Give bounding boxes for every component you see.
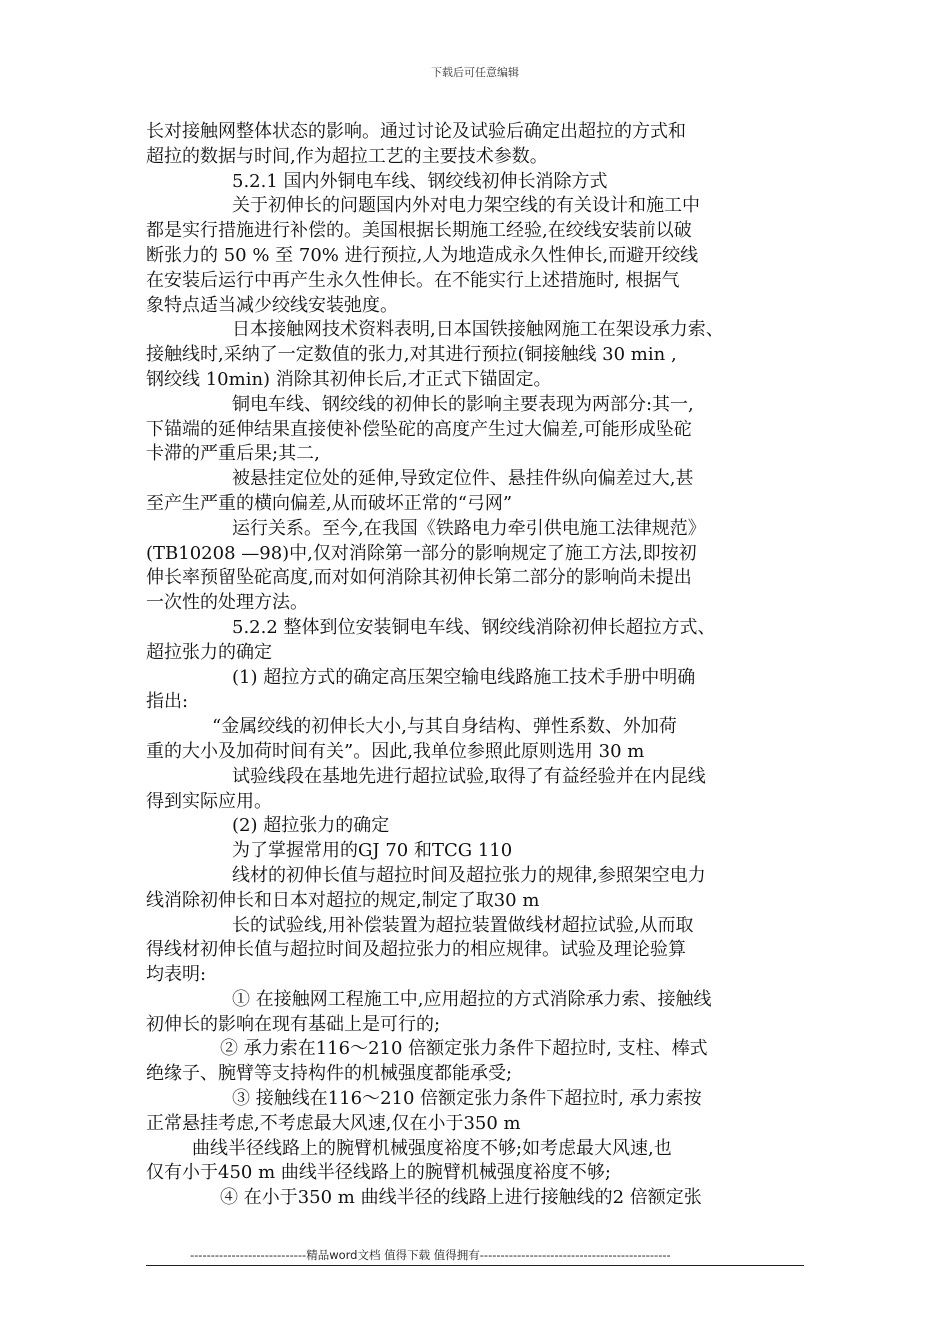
text-line: 在安装后运行中再产生永久性伸长。在不能实行上述措施时, 根据气 bbox=[146, 269, 680, 291]
text-line: 绝缘子、腕臂等支持构件的机械强度都能承受; bbox=[146, 1063, 513, 1085]
text-line: 正常悬挂考虑,不考虑最大风速,仅在小于350 m bbox=[146, 1112, 521, 1134]
text-line: 伸长率预留坠砣高度,而对如何消除其初伸长第二部分的影响尚未提出 bbox=[146, 567, 692, 589]
numbered-item: ④ 在小于350 m 曲线半径的线路上进行接触线的2 倍额定张 bbox=[220, 1187, 702, 1209]
text-line: 为了掌握常用的GJ 70 和TCG 110 bbox=[232, 840, 513, 862]
text-line: 下锚端的延伸结果直接使补偿坠砣的高度产生过大偏差,可能形成坠砣 bbox=[146, 418, 692, 440]
footer-rule bbox=[146, 1265, 804, 1266]
text-line: 长的试验线,用补偿装置为超拉装置做线材超拉试验,从而取 bbox=[232, 914, 694, 936]
text-line: 试验线段在基地先进行超拉试验,取得了有益经验并在内昆线 bbox=[232, 765, 706, 787]
text-line: 卡滞的严重后果;其二, bbox=[146, 443, 320, 465]
text-line: 线消除初伸长和日本对超拉的规定,制定了取30 m bbox=[146, 889, 540, 911]
text-line: 都是实行措施进行补偿的。美国根据长期施工经验,在绞线安装前以破 bbox=[146, 220, 692, 242]
page-header: 下载后可任意编辑 bbox=[431, 66, 519, 79]
text-line: 运行关系。至今,在我国《铁路电力牵引供电施工法律规范》 bbox=[232, 517, 706, 539]
document-body bbox=[146, 120, 826, 1211]
text-line: 重的大小及加荷时间有关”。因此,我单位参照此原则选用 30 m bbox=[146, 740, 645, 762]
numbered-item: ③ 接触线在116～210 倍额定张力条件下超拉时, 承力索按 bbox=[232, 1088, 702, 1110]
text-line: 长对接触网整体状态的影响。通过讨论及试验后确定出超拉的方式和 bbox=[146, 121, 686, 142]
text-line: 得到实际应用。 bbox=[146, 790, 272, 812]
text-line: 超拉的数据与时间,作为超拉工艺的主要技术参数。 bbox=[146, 145, 548, 167]
list-item-heading: (2) 超拉张力的确定 bbox=[232, 815, 390, 837]
list-item-heading: (1) 超拉方式的确定高压架空输电线路施工技术手册中明确 bbox=[232, 666, 696, 688]
text-line: 日本接触网技术资料表明,日本国铁接触网施工在架设承力索、 bbox=[232, 319, 724, 341]
text-line: 得线材初伸长值与超拉时间及超拉张力的相应规律。试验及理论验算 bbox=[146, 939, 686, 961]
numbered-item: ① 在接触网工程施工中,应用超拉的方式消除承力索、接触线 bbox=[232, 988, 712, 1010]
text-line: 关于初伸长的问题国内外对电力架空线的有关设计和施工中 bbox=[232, 195, 700, 217]
text-line: 线材的初伸长值与超拉时间及超拉张力的规律,参照架空电力 bbox=[232, 864, 706, 886]
section-heading-5-2-2: 5.2.2 整体到位安装铜电车线、钢绞线消除初伸长超拉方式、 bbox=[232, 616, 716, 638]
text-line: 指出: bbox=[146, 691, 189, 713]
section-heading-5-2-1: 5.2.1 国内外铜电车线、钢绞线初伸长消除方式 bbox=[232, 170, 608, 192]
text-line: 铜电车线、钢绞线的初伸长的影响主要表现为两部分:其一, bbox=[232, 393, 694, 415]
text-line: 象特点适当减少绞线安装弛度。 bbox=[146, 294, 398, 316]
quote-line: “金属绞线的初伸长大小,与其自身结构、弹性系数、外加荷 bbox=[212, 716, 677, 738]
text-line: 均表明: bbox=[146, 964, 207, 986]
numbered-item: ② 承力索在116～210 倍额定张力条件下超拉时, 支柱、棒式 bbox=[220, 1038, 708, 1060]
text-line: 至产生严重的横向偏差,从而破坏正常的“弓网” bbox=[146, 492, 513, 514]
text-line: 接触线时,采纳了一定数值的张力,对其进行预拉(铜接触线 30 min , bbox=[146, 344, 677, 366]
text-line: 钢绞线 10min) 消除其初伸长后,才正式下锚固定。 bbox=[146, 368, 552, 390]
text-line: 初伸长的影响在现有基础上是可行的; bbox=[146, 1013, 441, 1035]
text-line: 曲线半径线路上的腕臂机械强度裕度不够;如考虑最大风速,也 bbox=[192, 1137, 672, 1159]
page-footer: ----------------------------精品word文档 值得下载 值得拥有---------------------------------------------- bbox=[190, 1248, 671, 1262]
text-line: 一次性的处理方法。 bbox=[146, 592, 308, 614]
text-line: 超拉张力的确定 bbox=[146, 641, 272, 663]
text-line: 仅有小于450 m 曲线半径线路上的腕臂机械强度裕度不够; bbox=[146, 1162, 611, 1184]
text-line: (TB10208 —98)中,仅对消除第一部分的影响规定了施工方法,即按初 bbox=[146, 542, 697, 564]
text-line: 断张力的 50 % 至 70% 进行预拉,人为地造成永久性伸长,而避开绞线 bbox=[146, 244, 699, 266]
text-line: 被悬挂定位处的延伸,导致定位件、悬挂件纵向偏差过大,甚 bbox=[232, 468, 694, 490]
